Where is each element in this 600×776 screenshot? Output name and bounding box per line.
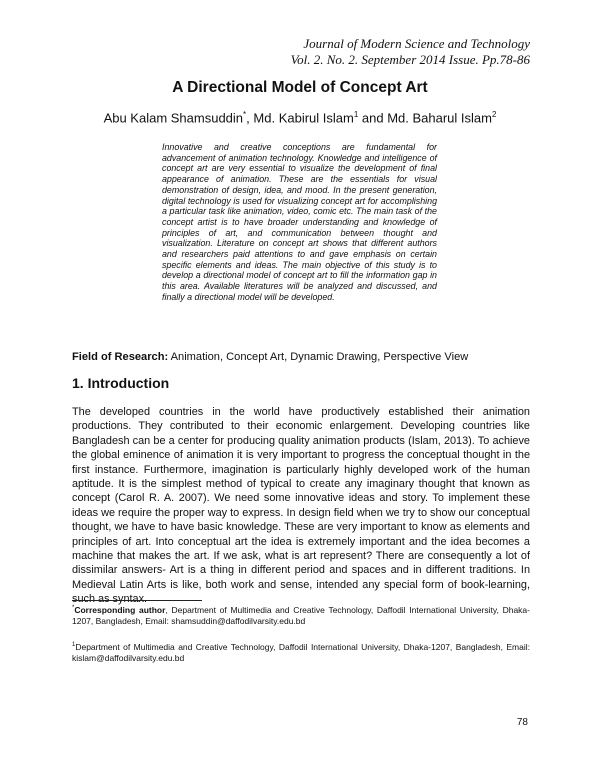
footnote-label: Corresponding author xyxy=(74,604,166,615)
field-of-research xyxy=(72,351,468,363)
journal-name: Journal of Modern Science and Technology xyxy=(303,36,530,51)
author-separator: and xyxy=(358,110,388,126)
footnote-divider xyxy=(72,600,202,601)
footnote-text: , Department of Multimedia and Creative Technology, Daffodil International University, Dhaka-1207, Bangladesh, Email: shamsuddin@daffodilvarsity.edu.bd xyxy=(72,604,530,626)
journal-header xyxy=(291,36,530,68)
author-name: Md. Kabirul Islam xyxy=(253,110,354,126)
paper-title: A Directional Model of Concept Art xyxy=(172,79,428,96)
author-affiliation-mark: 1 xyxy=(353,110,359,119)
author-separator: , xyxy=(246,110,254,126)
field-of-research-value: Animation, Concept Art, Dynamic Drawing, Perspective View xyxy=(168,351,469,363)
author-affiliation-mark: 2 xyxy=(491,110,497,119)
footnote-text: Department of Multimedia and Creative Technology, Daffodil International University, Dhaka-1207, Bangladesh, Email: kislam@daffodilvarsity.edu.bd xyxy=(72,641,530,663)
footnote-corresponding xyxy=(72,603,530,627)
footnote-mark: * xyxy=(72,605,75,611)
author-list xyxy=(0,110,600,125)
author-name: Abu Kalam Shamsuddin xyxy=(103,110,244,126)
author-affiliation-mark: * xyxy=(243,110,247,119)
footnote-affiliation xyxy=(72,640,530,664)
field-of-research-label: Field of Research: xyxy=(72,351,169,363)
footnote-mark: 1 xyxy=(72,642,76,648)
journal-issue: Vol. 2. No. 2. September 2014 Issue. Pp.78-86 xyxy=(290,52,530,67)
page-number: 78 xyxy=(516,717,528,728)
author-name: Md. Baharul Islam xyxy=(387,110,492,126)
abstract: Innovative and creative conceptions are fundamental for advancement of animation technology. Knowledge and intelligence of concept art are very essential to visualize the development of final appearance of animation. These are the essentials for visual demonstration of design, idea, and mood. In the present generation, digital technology is used for visualizing concept art for accomplishing a particular task like animation, video, comic etc. The main task of the concept artist is to have broader understanding and knowledge of principles of art, and communication between thought and visualization. Literature on concept art shows that different authors and researchers paid attentions to and gave emphasis on certain specific elements and ideas. The main objective of this study is to develop a directional model of concept art to fill the information gap in this area. Available literatures will be analyzed and discussed, and finally a directional model will be developed. xyxy=(162,142,437,302)
intro-paragraph: The developed countries in the world have productively established their animation productions. They contributed to their economic enlargement. Developing countries like Bangladesh can be a center for producing quality animation products (Islam, 2013). To achieve the global eminence of animation it is very important to progress the conceptual thought in the first instance. Furthermore, imagination is particularly highly developed work of the human aptitude. It is the simplest method of typical to create any imaginary thought that known as concept (Carol R. A. 2007). We need some innovative ideas and story. To implement these ideas we require the proper way to express. In design field when we try to show our conceptual thought, we have to have basic knowledge. These are very important to know as elements and principles of art. Into conceptual art the idea is extremely important and the idea becomes a machine that makes the art. If we ask, what is art represent? There are consequently a lot of dissimilar answers- Art is a thing in different period and spaces and in different traditions. In Medieval Latin Arts is like, both work and sense, intended any special form of book-learning, such as syntax. xyxy=(72,406,530,606)
section-heading: 1. Introduction xyxy=(72,375,170,391)
